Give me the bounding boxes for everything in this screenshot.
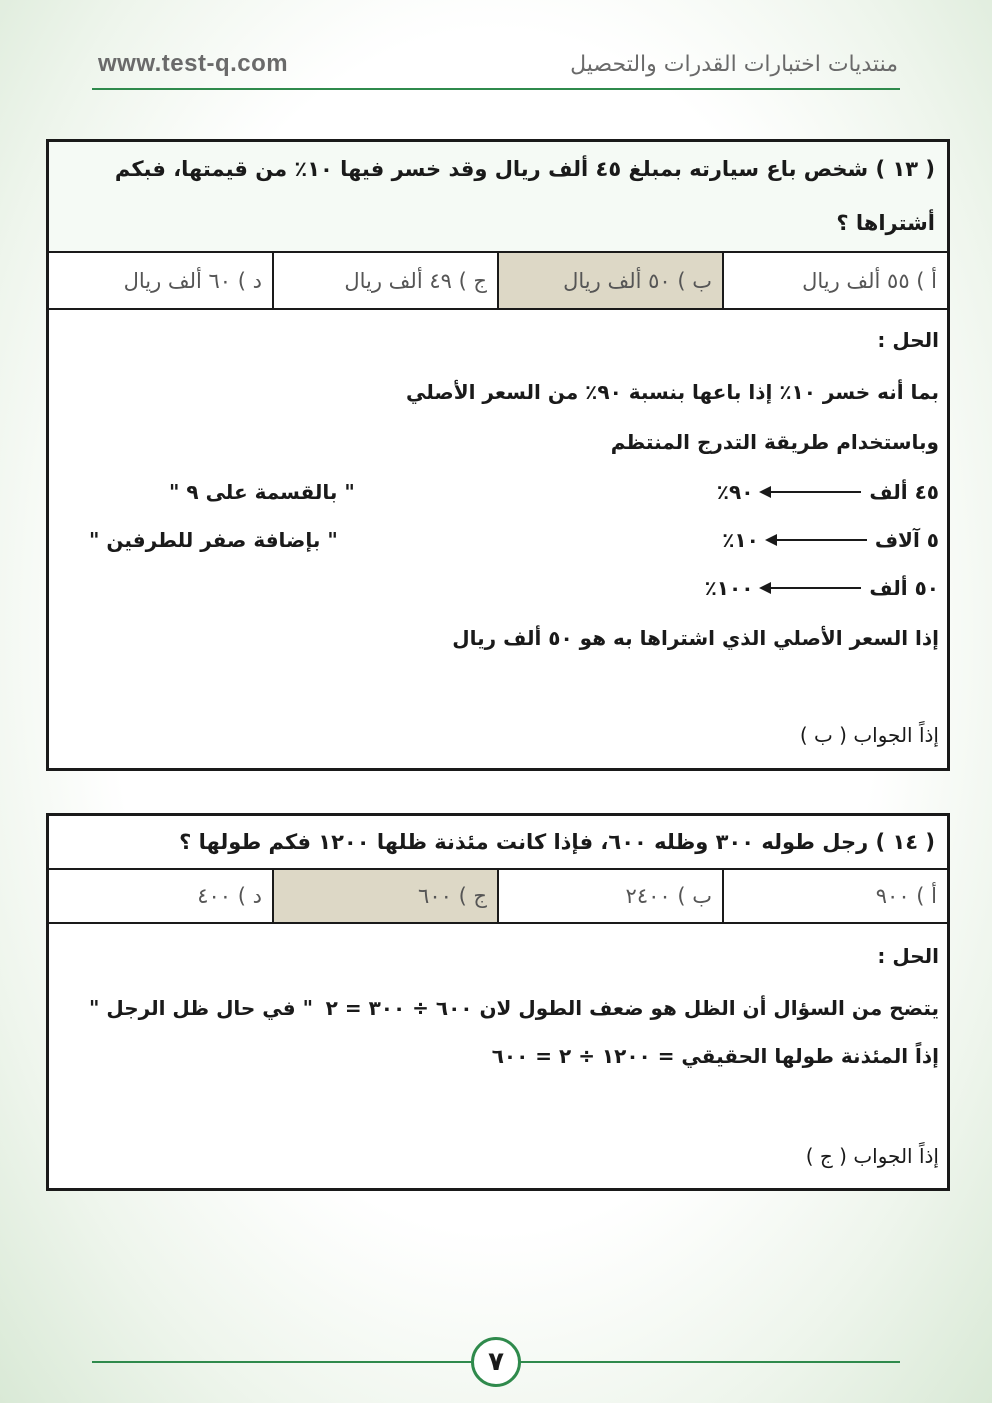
option-a[interactable]: أ ) ٥٥ ألف ريال bbox=[722, 253, 947, 308]
ratio-row-2 bbox=[722, 528, 939, 552]
answer: إذاً الجواب ( ب ) bbox=[799, 723, 939, 747]
solution-line-2: إذاً المئذنة طولها الحقيقي = ١٢٠٠ ÷ ٢ = ٦٠٠ bbox=[491, 1044, 939, 1068]
option-d[interactable]: د ) ٦٠ ألف ريال bbox=[123, 268, 262, 293]
arrow-left-icon bbox=[761, 587, 861, 589]
conclusion: إذا السعر الأصلي الذي اشتراها به هو ٥٠ ألف ريال bbox=[452, 626, 939, 650]
site-url[interactable]: www.test-q.com bbox=[98, 50, 289, 77]
question-13-line2: أشتراها ؟ bbox=[836, 211, 935, 235]
question-13-box bbox=[46, 139, 950, 771]
option-b-selected[interactable]: ب ) ٥٠ ألف ريال bbox=[497, 253, 722, 308]
option-c-selected[interactable]: ج ) ٦٠٠ bbox=[272, 870, 497, 922]
answer: إذاً الجواب ( ج ) bbox=[805, 1144, 939, 1168]
question-13-line1: ( ١٣ ) شخص باع سيارته بمبلغ ٤٥ ألف ريال وقد خسر فيها ١٠٪ من قيمتها، فبكم bbox=[114, 157, 935, 181]
option-c[interactable]: ج ) ٤٩ ألف ريال bbox=[272, 253, 497, 308]
question-14-options bbox=[49, 870, 947, 924]
ratio-row-1 bbox=[717, 480, 939, 504]
ratio-row-2-amount: ٥ آلاف bbox=[874, 528, 939, 552]
page-header bbox=[92, 48, 900, 90]
solution-title: الحل : bbox=[877, 944, 939, 968]
ratio-row-1-amount: ٤٥ ألف bbox=[869, 480, 939, 504]
question-13-text bbox=[49, 142, 947, 253]
solution-line-1: بما أنه خسر ١٠٪ إذا باعها بنسبة ٩٠٪ من السعر الأصلي bbox=[405, 380, 939, 404]
question-14-text: ( ١٤ ) رجل طوله ٣٠٠ وظله ٦٠٠، فإذا كانت مئذنة ظلها ١٢٠٠ فكم طولها ؟ bbox=[49, 816, 947, 870]
option-a[interactable]: أ ) ٩٠٠ bbox=[722, 870, 947, 922]
solution-line-2: وباستخدام طريقة التدرج المنتظم bbox=[610, 430, 939, 454]
question-14-box bbox=[46, 813, 950, 1191]
ratio-row-3-amount: ٥٠ ألف bbox=[869, 576, 939, 600]
ratio-row-2-note: " بإضافة صفر للطرفين " bbox=[89, 528, 338, 552]
forum-title: منتديات اختبارات القدرات والتحصيل bbox=[570, 52, 898, 77]
arrow-left-icon bbox=[767, 539, 867, 541]
arrow-left-icon bbox=[761, 491, 861, 493]
ratio-row-1-percent: ٩٠٪ bbox=[716, 480, 754, 504]
option-d[interactable]: د ) ٤٠٠ bbox=[197, 884, 262, 908]
option-b[interactable]: ب ) ٢٤٠٠ bbox=[497, 870, 722, 922]
solution-line-1-note: " في حال ظل الرجل " bbox=[89, 996, 314, 1020]
solution-line-1: يتضح من السؤال أن الظل هو ضعف الطول لان ٦٠٠ ÷ ٣٠٠ = ٢ bbox=[325, 996, 939, 1020]
page-number: ٧ bbox=[471, 1337, 521, 1387]
solution-title: الحل : bbox=[877, 328, 939, 352]
question-13-options bbox=[49, 253, 947, 310]
question-14-solution bbox=[49, 924, 947, 1184]
question-13-solution bbox=[49, 310, 947, 765]
ratio-row-1-note: " بالقسمة على ٩ " bbox=[169, 480, 355, 504]
ratio-row-3-percent: ١٠٠٪ bbox=[704, 576, 754, 600]
ratio-row-3 bbox=[705, 576, 939, 600]
ratio-row-2-percent: ١٠٪ bbox=[722, 528, 759, 552]
